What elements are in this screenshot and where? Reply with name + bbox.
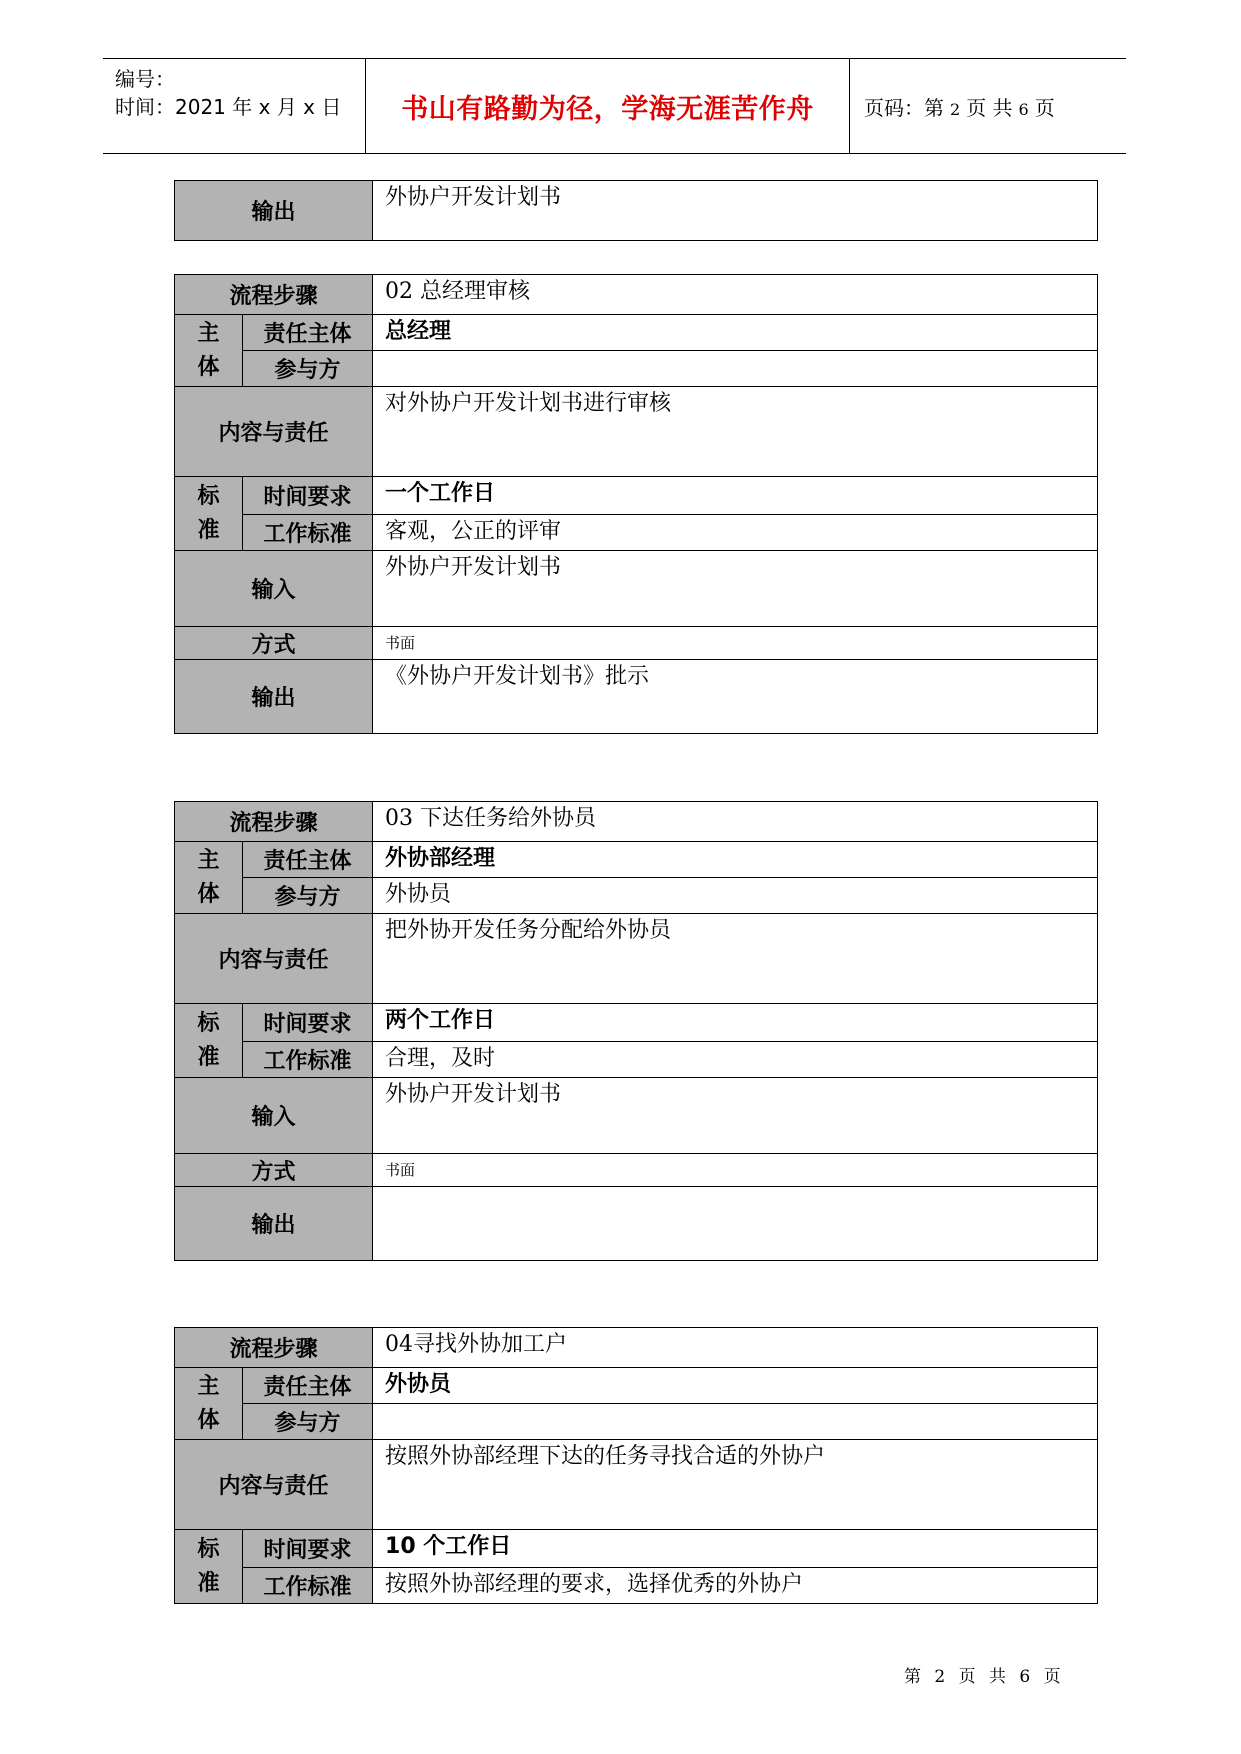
standard-label-2: 准: [197, 1570, 220, 1596]
step-label: 流程步骤: [175, 1328, 373, 1368]
subject-label-1: 主: [197, 1373, 220, 1399]
standard-label-2: 准: [197, 1044, 220, 1070]
content-value: 按照外协部经理下达的任务寻找合适的外协户: [373, 1440, 1098, 1530]
time-req-label: 时间要求: [243, 1004, 373, 1042]
output-value: 《外协户开发计划书》批示: [373, 660, 1098, 734]
subject-label: [175, 315, 243, 387]
page-prefix: 页码：第: [864, 95, 944, 120]
page-current: 2: [950, 99, 961, 119]
participant-value: [373, 1404, 1098, 1440]
page-total: 6: [1018, 99, 1029, 119]
subject-label-2: 体: [197, 354, 220, 380]
motto: 书山有路勤为径，学海无涯苦作舟: [401, 93, 814, 125]
content-value: 对外协户开发计划书进行审核: [373, 387, 1098, 477]
participant-label: 参与方: [243, 1404, 373, 1440]
time-req-value: 一个工作日: [373, 477, 1098, 515]
content-label: 内容与责任: [175, 1440, 373, 1530]
time-req-label: 时间要求: [243, 1530, 373, 1568]
time-req-label: 时间要求: [243, 477, 373, 515]
header-motto-cell: [366, 59, 850, 153]
output-label: 输出: [175, 181, 373, 241]
standard-label-1: 标: [197, 1536, 220, 1562]
block-3-table: [174, 1327, 1098, 1604]
output-value: [373, 1187, 1098, 1261]
step-label: 流程步骤: [175, 275, 373, 315]
input-label: 输入: [175, 551, 373, 627]
responsible-label: 责任主体: [243, 315, 373, 351]
work-std-value: 合理，及时: [373, 1042, 1098, 1078]
page-suffix: 页: [1034, 95, 1055, 120]
step-value: 04寻找外协加工户: [373, 1328, 1098, 1368]
page-footer: 第 2 页 共 6 页: [904, 1667, 1065, 1687]
block-2-table: [174, 801, 1098, 1261]
subject-label: [175, 842, 243, 914]
responsible-value: 总经理: [373, 315, 1098, 351]
step-value: 02 总经理审核: [373, 275, 1098, 315]
number-label: 编号：: [115, 67, 175, 91]
method-label: 方式: [175, 1154, 373, 1187]
step-label: 流程步骤: [175, 802, 373, 842]
method-value: 书面: [373, 1154, 1098, 1187]
time-req-value: 两个工作日: [373, 1004, 1098, 1042]
standard-label-1: 标: [197, 1010, 220, 1036]
time-label: 时间：2021 年 x 月 x 日: [115, 95, 342, 119]
responsible-value: 外协员: [373, 1368, 1098, 1404]
page-indicator: [850, 92, 1055, 121]
work-std-label: 工作标准: [243, 1568, 373, 1604]
work-std-label: 工作标准: [243, 515, 373, 551]
content-value: 把外协开发任务分配给外协员: [373, 914, 1098, 1004]
participant-label: 参与方: [243, 878, 373, 914]
work-std-value: 按照外协部经理的要求，选择优秀的外协户: [373, 1568, 1098, 1604]
subject-label: [175, 1368, 243, 1440]
input-value: 外协户开发计划书: [373, 1078, 1098, 1154]
content-label: 内容与责任: [175, 914, 373, 1004]
work-std-value: 客观，公正的评审: [373, 515, 1098, 551]
method-label: 方式: [175, 627, 373, 660]
block-0-table: [174, 180, 1098, 241]
output-value: 外协户开发计划书: [373, 181, 1098, 241]
standard-label: [175, 1004, 243, 1078]
input-label: 输入: [175, 1078, 373, 1154]
subject-label-1: 主: [197, 320, 220, 346]
participant-value: [373, 351, 1098, 387]
participant-value: 外协员: [373, 878, 1098, 914]
standard-label: [175, 477, 243, 551]
header-info-cell: [103, 59, 366, 153]
header-page-cell: [850, 59, 1126, 153]
content-label: 内容与责任: [175, 387, 373, 477]
responsible-label: 责任主体: [243, 842, 373, 878]
page-header: [103, 58, 1126, 154]
standard-label: [175, 1530, 243, 1604]
block-1-table: [174, 274, 1098, 734]
work-std-label: 工作标准: [243, 1042, 373, 1078]
subject-label-2: 体: [197, 1407, 220, 1433]
responsible-label: 责任主体: [243, 1368, 373, 1404]
page-mid: 页 共: [966, 95, 1013, 120]
participant-label: 参与方: [243, 351, 373, 387]
time-req-value: 10 个工作日: [373, 1530, 1098, 1568]
output-label: 输出: [175, 1187, 373, 1261]
subject-label-1: 主: [197, 847, 220, 873]
input-value: 外协户开发计划书: [373, 551, 1098, 627]
standard-label-2: 准: [197, 517, 220, 543]
subject-label-2: 体: [197, 881, 220, 907]
standard-label-1: 标: [197, 483, 220, 509]
responsible-value: 外协部经理: [373, 842, 1098, 878]
method-value: 书面: [373, 627, 1098, 660]
step-value: 03 下达任务给外协员: [373, 802, 1098, 842]
output-label: 输出: [175, 660, 373, 734]
